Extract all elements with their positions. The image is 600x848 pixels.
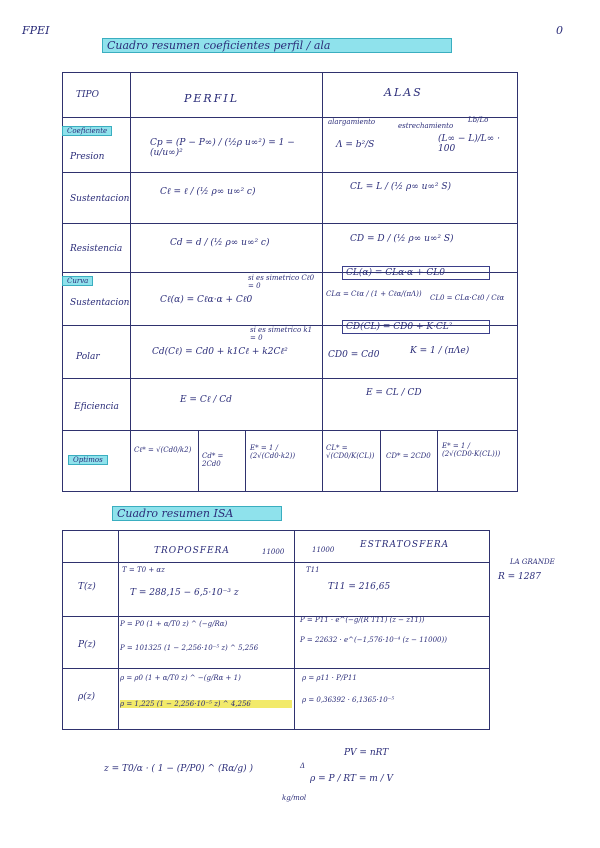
- row-label-optimos: Optimos: [68, 455, 108, 465]
- formula-rho-tropo: ρ = 1,225 (1 − 2,256·10⁻⁵ z) ^ 4,256: [120, 700, 292, 708]
- formula-altitude: z = T0/α · ( 1 − (P/P0) ^ (Rα/g) ): [104, 764, 253, 774]
- side-note-b: R = 1287: [498, 572, 541, 582]
- table1-title: Cuadro resumen coeficientes perfil / ala: [102, 38, 452, 53]
- note-kg-mol: kg/mol: [282, 794, 307, 802]
- formula-k: K = 1 / (πΛe): [410, 346, 470, 356]
- row-label-resistencia: Resistencia: [70, 244, 123, 254]
- formula-p-tropo-general: P = P0 (1 + α/T0 z) ^ (−g/Rα): [120, 620, 228, 628]
- note-simetrico-k1: si es simetrico k1 = 0: [250, 326, 313, 342]
- row-label-temperatura: T(z): [78, 582, 96, 592]
- page-number: 0: [556, 24, 563, 37]
- header-troposfera-limit: 11000: [262, 548, 285, 556]
- formula-gas-ideal: PV = nRT: [344, 748, 389, 758]
- side-note-a: LA GRANDE: [510, 558, 555, 566]
- formula-cl-ala: CL = L / (½ ρ∞ u∞² S): [350, 182, 452, 192]
- row-label-curva-sustentacion: Sustentacion: [70, 298, 130, 308]
- row-label-eficiencia: Eficiencia: [74, 402, 119, 412]
- formula-p-tropo: P = 101325 (1 − 2,256·10⁻⁵ z) ^ 5,256: [120, 644, 259, 652]
- formula-rho-estrato-general: ρ = ρ11 · P/P11: [302, 674, 357, 682]
- row-label-presion: Presion: [70, 152, 105, 162]
- formula-t-tropo: T = 288,15 − 6,5·10⁻³ z: [130, 588, 239, 598]
- formula-alargamiento: Λ = b²/S: [336, 140, 375, 150]
- formula-cl-alpha-slope: CLα = Cℓα / (1 + Cℓα/(πΛ)): [326, 290, 422, 298]
- row-label-presion-isa: P(z): [78, 640, 96, 650]
- note-simetrico-cl: si es simetrico Cℓ0 = 0: [248, 274, 315, 290]
- formula-flecha: (L∞ − L)/L∞ · 100: [438, 134, 500, 154]
- formula-p-estrato: P = 22632 · e^(−1,576·10⁻⁴ (z − 11000)): [300, 636, 447, 644]
- header-tipo: TIPO: [76, 90, 99, 100]
- formula-e-opt-ala: E* = 1 / (2√(CD0·K(CL))): [442, 442, 501, 458]
- formula-cd-opt-perfil: Cd* = 2Cd0: [202, 452, 224, 468]
- table2-title: Cuadro resumen ISA: [112, 506, 282, 521]
- formula-polar-ala: CD(CL) = CD0 + K·CL²: [342, 320, 490, 334]
- corner-label: FPEI: [22, 24, 50, 37]
- formula-cl0: CL0 = CLα·Cℓ0 / Cℓα: [430, 294, 505, 302]
- formula-t-estrato: T11 = 216,65: [328, 582, 391, 592]
- formula-cd-perfil: Cd = d / (½ ρ∞ u∞² c): [170, 238, 270, 248]
- section-coeficiente: Coeficiente: [62, 126, 112, 136]
- note-estrechamiento: estrechamiento: [398, 122, 454, 130]
- formula-estrechamiento: Lb/Lo: [468, 116, 489, 124]
- header-alas: ALAS: [384, 86, 423, 99]
- formula-cd-ala: CD = D / (½ ρ∞ u∞² S): [350, 234, 454, 244]
- header-perfil: PERFIL: [184, 92, 239, 105]
- formula-cd0: CD0 = Cd0: [328, 350, 380, 360]
- header-estratosfera: ESTRATOSFERA: [360, 540, 450, 550]
- formula-p-estrato-general: P = P11 · e^(−g/(R T11) (z − z11)): [300, 616, 425, 624]
- note-alargamiento: alargamiento: [328, 118, 376, 126]
- formula-rho-estrato: ρ = 0,36392 · 6,1365·10⁻⁵: [302, 696, 395, 704]
- formula-e-ala: E = CL / CD: [366, 388, 422, 398]
- formula-cl-alpha-ala: CL(α) = CLα·α + CL0: [342, 266, 490, 280]
- formula-cd-opt-ala: CD* = 2CD0: [386, 452, 431, 460]
- section-curva: Curva: [62, 276, 93, 286]
- formula-cp: Cp = (P − P∞) / (½ρ u∞²) = 1 − (u/u∞)²: [150, 138, 295, 158]
- header-estratosfera-limit: 11000: [312, 546, 335, 554]
- row-label-polar: Polar: [76, 352, 100, 362]
- formula-t-tropo-general: T = T0 + αz: [122, 566, 165, 574]
- note-delta: Δ: [300, 762, 306, 770]
- formula-density: ρ = P / RT = m / V: [310, 774, 394, 784]
- formula-e-perfil: E = Cℓ / Cd: [180, 395, 232, 405]
- formula-cl-opt-ala: CL* = √(CD0/K(CL)): [326, 444, 375, 460]
- formula-cl-alpha-perfil: Cℓ(α) = Cℓα·α + Cℓ0: [160, 295, 253, 305]
- formula-cl-opt-perfil: Cℓ* = √(Cd0/k2): [134, 446, 192, 454]
- formula-rho-tropo-general: ρ = ρ0 (1 + α/T0 z) ^ −(g/Rα + 1): [120, 674, 241, 682]
- formula-polar-perfil: Cd(Cℓ) = Cd0 + k1Cℓ + k2Cℓ²: [152, 347, 288, 357]
- formula-cl-perfil: Cℓ = ℓ / (½ ρ∞ u∞² c): [160, 187, 256, 197]
- formula-t-estrato-general: T11: [306, 566, 320, 574]
- row-label-sustentacion: Sustentacion: [70, 194, 130, 204]
- formula-e-opt-perfil: E* = 1 / (2√(Cd0·k2)): [250, 444, 296, 460]
- row-label-densidad: ρ(z): [78, 692, 96, 702]
- header-troposfera: TROPOSFERA: [154, 546, 230, 556]
